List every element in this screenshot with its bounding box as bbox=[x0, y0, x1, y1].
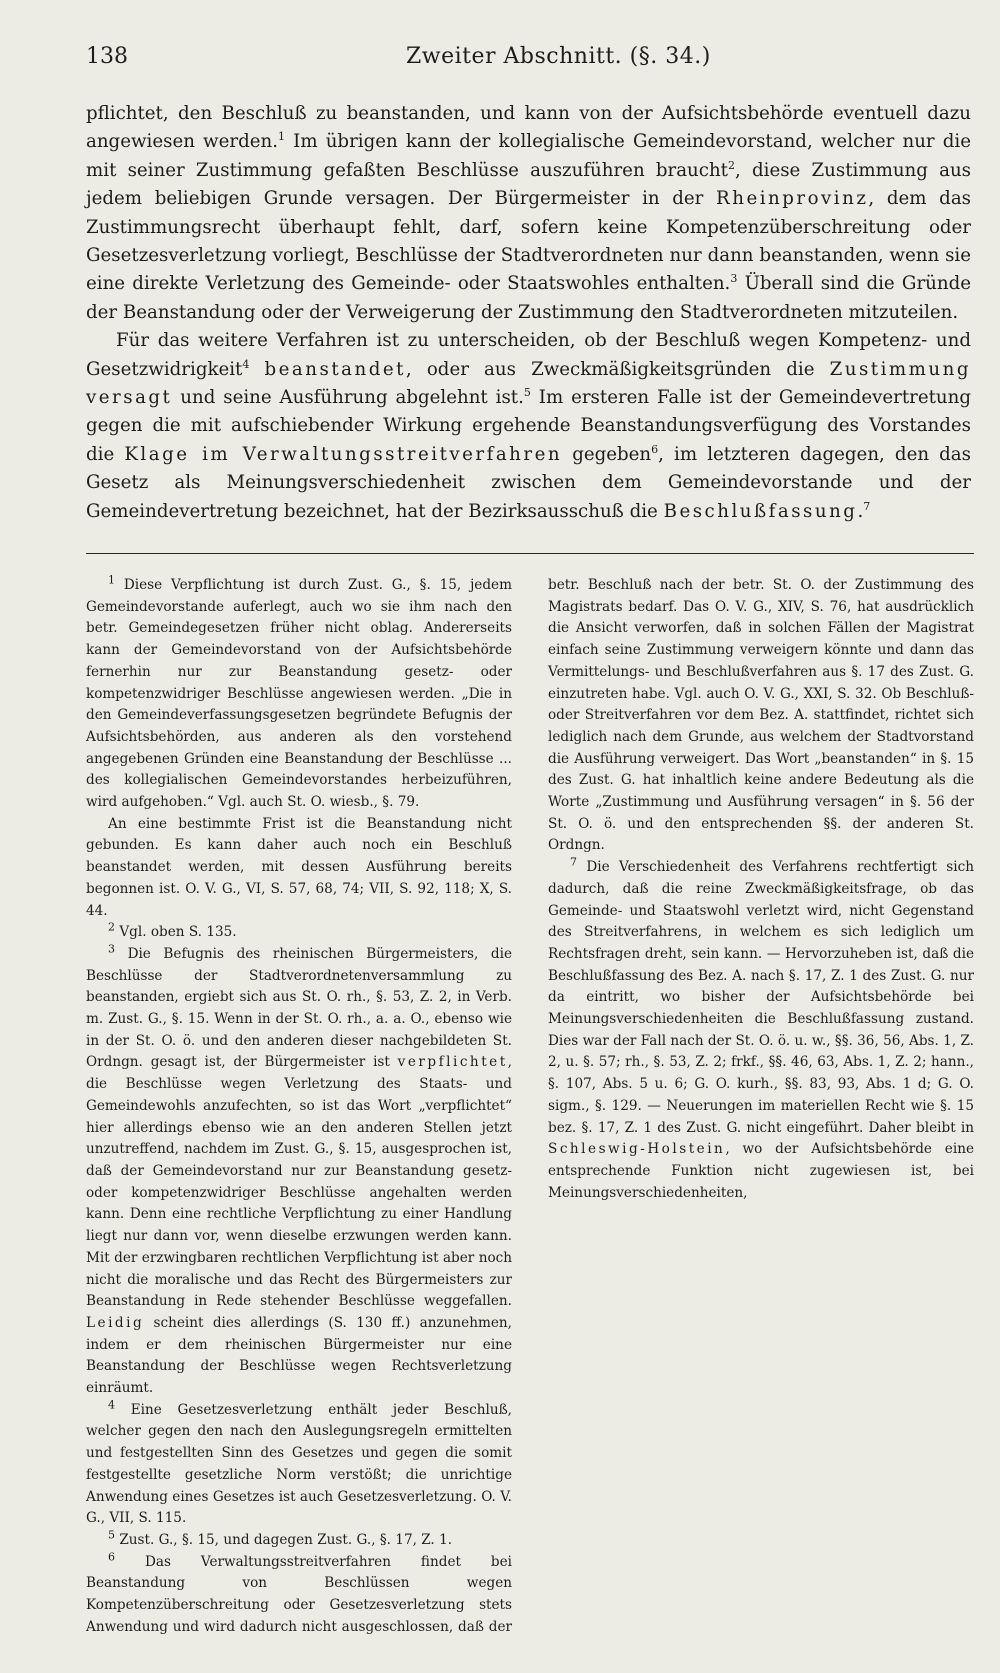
footnote-ref-7: 7 bbox=[863, 499, 871, 513]
emphasis-schleswig-holstein: Schleswig-Holstein bbox=[548, 1141, 726, 1158]
emphasis-leidig: Leidig bbox=[86, 1314, 145, 1331]
footnote-1 bbox=[86, 575, 512, 814]
footnote-ref-2: 2 bbox=[727, 158, 735, 172]
footnotes bbox=[86, 575, 974, 1655]
text-run: Eine Gesetzesverletzung enthält jeder Beschluß, welcher gegen den nach den Auslegungsregeln ermittelten und festgestellten Sinn des Gesetzes und gegen die somit festgestellte gesetzliche Norm verstößt; die unrichtige Anwendung eines Gesetzes ist auch Gesetzesverletzung. O. V. G., VII, S. 115. bbox=[86, 1401, 512, 1527]
text-run: . bbox=[857, 500, 864, 522]
footnote-2 bbox=[86, 922, 512, 944]
emphasis-beanstandet: beanstandet bbox=[264, 358, 406, 380]
text-run: Im ersteren Falle ist der Gemeindevertretung gegen die mit aufschiebender Wirkung ergehende Beanstandungsverfügung des Vorstandes die bbox=[86, 387, 972, 465]
text-run: gegeben bbox=[562, 443, 652, 465]
footnote-ref-6: 6 bbox=[651, 442, 659, 456]
footnote-1-continued bbox=[86, 814, 512, 923]
page-number: 138 bbox=[86, 44, 128, 69]
text-run: scheint dies allerdings (S. 130 ff.) anzunehmen, indem er dem rheinischen Bürgermeister nur eine Beanstandung der Beschlüsse wegen Rechtsverletzung einräumt. bbox=[86, 1314, 512, 1397]
text-run: , wo der Aufsichtsbehörde eine entsprechende Funktion nicht zugewiesen ist, bei Meinungsverschiedenheiten, bbox=[548, 1141, 974, 1201]
page-header bbox=[86, 44, 976, 84]
text-run: , oder aus Zweckmäßigkeitsgründen die bbox=[405, 358, 830, 380]
emphasis-klage: Klage im Verwaltungsstreitverfahren bbox=[124, 443, 563, 465]
text-run: Zust. G., §. 15, und dagegen Zust. G., §. 17, Z. 1. bbox=[119, 1531, 453, 1548]
emphasis-beschlussfassung: Beschlußfassung bbox=[663, 500, 858, 522]
text-run: Überall sind die Gründe der Beanstandung oder der Verweigerung der Zustimmung den Stadtverordneten mitzuteilen. bbox=[86, 273, 971, 323]
footnote-5 bbox=[86, 1530, 512, 1552]
footnote-mark-5: 5 bbox=[108, 1528, 115, 1542]
footnote-ref-3: 3 bbox=[730, 272, 738, 286]
footnote-7 bbox=[548, 857, 974, 1204]
footnote-mark-7: 7 bbox=[570, 855, 577, 869]
footnote-4 bbox=[86, 1400, 512, 1530]
main-paragraph-1 bbox=[86, 100, 971, 327]
running-head: Zweiter Abschnitt. (§. 34.) bbox=[406, 44, 711, 69]
footnote-mark-3: 3 bbox=[108, 942, 115, 956]
footnote-mark-4: 4 bbox=[108, 1398, 115, 1412]
text-run: Diese Verpflichtung ist durch Zust. G., §. 15, jedem Gemeindevorstande auferlegt, auch wo sie ihm nach den betr. Gemeindegesetzen früher nicht oblag. Andererseits kann der Gemeindevorstand von der Aufsichtsbehörde fernerhin nur zur Beanstandung gesetz- oder kompetenzwidriger Beschlüsse angewiesen werden. „Die in den Gemeindeverfassungsgesetzen begründete Befugnis der Aufsichtsbehörden, aus anderen als den vorstehend angegebenen Gründen eine Beanstandung der Beschlüsse ... des kollegialischen Gemeindevorstandes herbeizuführen, wird aufgehoben.“ Vgl. auch St. O. wiesb., §. 79. bbox=[86, 577, 512, 811]
footnote-ref-5: 5 bbox=[523, 386, 531, 399]
text-run: , im letzteren dagegen, den das Gesetz als Meinungsverschiedenheit zwischen dem Gemeindevorstande und der Gemeindevertretung bezeichnet, hat der Bezirksausschuß die bbox=[86, 443, 971, 522]
text-run: Die Befugnis des rheinischen Bürgermeisters, die Beschlüsse der Stadtverordnetenversammlung zu beanstanden, ergiebt sich aus St. O. rh., §. 53, Z. 2, in Verb. m. Zust. G., §. 15. Wenn in der St. O. rh., a. a. O., ebenso wie in der St. O. ö. und den anderen dieser nachgebildeten St. Ordngn. gesagt ist, der Bürgermeister ist bbox=[86, 945, 512, 1071]
footnote-divider bbox=[86, 553, 974, 554]
emphasis-rheinprovinz: Rheinprovinz bbox=[716, 188, 869, 210]
text-run: Für das weitere Verfahren ist zu unterscheiden, ob der Beschluß wegen Kompetenz- und Gesetzwidrigkeit bbox=[86, 330, 971, 380]
main-text bbox=[86, 100, 971, 526]
emphasis-verpflichtet: verpflichtet bbox=[397, 1054, 508, 1071]
footnote-mark-6: 6 bbox=[108, 1550, 115, 1564]
main-paragraph-2 bbox=[86, 327, 971, 526]
footnote-ref-4: 4 bbox=[242, 357, 250, 371]
footnote-ref-1: 1 bbox=[278, 130, 285, 144]
text-run: , diese Zustimmung aus jedem beliebigen Grunde versagen. Der Bürgermeister in der bbox=[86, 159, 971, 210]
footnote-3 bbox=[86, 944, 512, 1400]
text-run: Im übrigen kann der kollegialische Gemeindevorstand, welcher nur die mit seiner Zustimmung gefaßten Beschlüsse auszuführen braucht bbox=[86, 131, 971, 181]
text-run: An eine bestimmte Frist ist die Beanstandung nicht gebunden. Es kann daher auch noch ein Beschluß beanstandet werden, mit dessen Ausführung bereits begonnen ist. O. V. G., VI, S. 57, 68, 74; VII, S. 92, 118; X, S. 44. bbox=[86, 815, 512, 919]
emphasis-zustimmung: Zustimmung versagt bbox=[86, 358, 971, 409]
text-run: , dem das Zustimmungsrecht überhaupt fehlt, darf, sofern keine Kompetenzüberschreitung oder Gesetzesverletzung vorliegt, Beschlüsse der Stadtverordneten nur dann beanstanden, wenn sie eine direkte Verletzung des Gemeinde- oder Staatswohles enthalten. bbox=[86, 188, 971, 295]
text-run: und seine Ausführung abgelehnt ist. bbox=[172, 387, 524, 409]
text-run: Das Verwaltungsstreitverfahren findet bei Beanstandung von Beschlüssen wegen Kompetenzüberschreitung oder Gesetzesverletzung stets Anwendung und wird dadurch nicht ausgeschlossen, daß der betr. Beschluß nach der betr. St. O. der Zustimmung des Magistrats bedarf. Das O. V. G., XIV, S. 76, hat ausdrücklich die Ansicht verworfen, daß in solchen Fällen der Magistrat einfach seine Zustimmung verweigern könnte und dann das Vermittelungs- und Beschlußverfahren aus §. 17 des Zust. G. einzutreten habe. Vgl. auch O. V. G., XXI, S. 32. Ob Beschluß- oder Streitverfahren vor dem Bez. A. stattfindet, richtet sich lediglich nach dem Grunde, aus welchem der Stadtvorstand die Ausführung verweigert. Das Wort „beanstanden“ in §. 15 des Zust. G. hat inhaltlich keine andere Bedeutung als die Worte „Zustimmung und Ausführung versagen“ in §. 56 der St. O. ö. und den entsprechenden §§. der anderen St. Ordngn. bbox=[86, 577, 974, 1635]
footnote-mark-1: 1 bbox=[108, 573, 115, 587]
text-run: , die Beschlüsse wegen Verletzung des Staats- und Gemeindewohls anzufechten, so ist das Wort „verpflichtet“ hier allerdings ebenso wie an den anderen Stellen jetzt unzutreffend, nachdem im Zust. G., §. 15, ausgesprochen ist, daß der Gemeindevorstand nur zur Beanstandung gesetz- oder kompetenzwidriger Beschlüsse angehalten werden kann. Denn eine rechtliche Verpflichtung zu einer Handlung liegt nur dann vor, wenn dieselbe erzwungen werden kann. Mit der erzwingbaren rechtlichen Verpflichtung ist aber noch nicht die moralische und das Recht des Bürgermeisters zur Beanstandung in Rede stehender Beschlüsse weggefallen. bbox=[86, 1054, 512, 1310]
text-run: Vgl. oben S. 135. bbox=[119, 924, 237, 941]
text-run: pflichtet, den Beschluß zu beanstanden, und kann von der Aufsichtsbehörde eventuell dazu angewiesen werden. bbox=[86, 103, 971, 153]
text-run: Die Verschiedenheit des Verfahrens rechtfertigt sich dadurch, daß die reine Zweckmäßigkeitsfrage, ob das Gemeinde- und Staatswohl verletzt wird, nicht Gegenstand des Streitverfahrens, in welchem es sich lediglich um Rechtsfragen dreht, sein kann. — Hervorzuheben ist, daß die Beschlußfassung des Bez. A. nach §. 17, Z. 1 des Zust. G. nur da eintritt, wo bisher der Aufsichtsbehörde bei Meinungsverschiedenheiten die Beschlußfassung zustand. Dies war der Fall nach der St. O. ö. u. w., §§. 36, 56, Abs. 1, Z. 2, u. §. 57; rh., §. 53, Z. 2; frkf., §§. 46, 63, Abs. 1, Z. 2; hann., §. 107, Abs. 5 u. 6; G. O. kurh., §§. 83, 93, Abs. 1 d; G. O. sigm., §. 129. — Neuerungen im materiellen Recht wie §. 15 bez. §. 17, Z. 1 des Zust. G. nicht eingeführt. Daher bleibt in bbox=[548, 859, 974, 1136]
footnote-mark-2: 2 bbox=[108, 920, 115, 934]
